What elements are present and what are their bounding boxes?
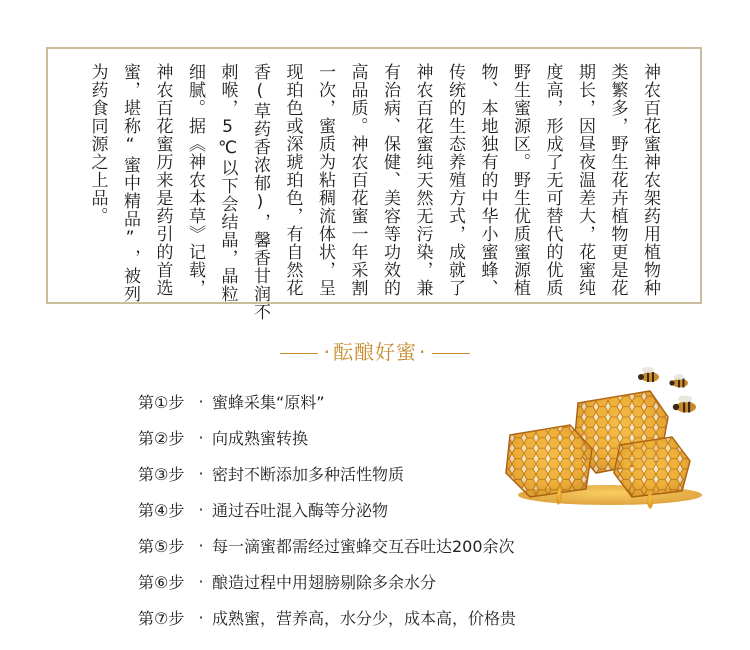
intro-column: 神农百花蜜历来是药引的首选 bbox=[152, 63, 173, 297]
intro-column: 传统的生态养殖方式，成就了 bbox=[445, 63, 465, 297]
title-rule-left bbox=[280, 353, 318, 354]
step-label: 第②步 bbox=[138, 428, 185, 448]
title-dot-right: · bbox=[419, 340, 427, 364]
step-text: 酿造过程中用翅膀剔除多余水分 bbox=[212, 572, 437, 592]
intro-column: 神农百花蜜神农架药用植物种 bbox=[640, 63, 660, 297]
step-text: 向成熟蜜转换 bbox=[212, 428, 309, 448]
step-text: 密封不断添加多种活性物质 bbox=[212, 464, 405, 484]
intro-frame bbox=[46, 47, 702, 321]
bee-icon bbox=[638, 367, 659, 382]
intro-column: 有治病、保健、美容等功效的 bbox=[380, 63, 400, 297]
intro-column: 细腻。据《神农本草》记载， bbox=[185, 63, 205, 297]
step-text: 每一滴蜜都需经过蜜蜂交互吞吐达200余次 bbox=[212, 536, 515, 556]
intro-column: 物、本地独有的中华小蜜蜂、 bbox=[477, 63, 498, 297]
step-item bbox=[138, 599, 516, 635]
step-text: 成熟蜜，营养高，水分少，成本高，价格贵 bbox=[212, 608, 517, 628]
intro-column: 刺喉，5℃以下会结晶，晶粒 bbox=[217, 63, 238, 303]
step-label: 第③步 bbox=[138, 464, 185, 484]
step-separator: · bbox=[198, 607, 204, 627]
title-dot-left: · bbox=[323, 340, 331, 364]
intro-column: 类繁多，野生花卉植物更是花 bbox=[607, 63, 628, 297]
step-separator: · bbox=[198, 463, 204, 483]
bee-icon bbox=[669, 374, 688, 388]
step-label: 第⑤步 bbox=[138, 536, 185, 556]
step-separator: · bbox=[198, 499, 204, 519]
step-text: 通过吞吐混入酶等分泌物 bbox=[212, 500, 389, 520]
step-separator: · bbox=[198, 427, 204, 447]
step-separator: · bbox=[198, 571, 204, 591]
intro-column: 神农百花蜜纯天然无污染，兼 bbox=[412, 63, 433, 297]
section-title-text: 酝酿好蜜 bbox=[333, 340, 417, 364]
intro-column: 现珀色或深琥珀色，有自然花 bbox=[282, 63, 303, 297]
intro-text bbox=[81, 63, 666, 321]
section-title bbox=[0, 336, 750, 365]
bee-icon bbox=[673, 396, 696, 413]
title-rule-right bbox=[432, 353, 470, 354]
step-item bbox=[138, 383, 516, 419]
intro-column: 野生蜜源区。野生优质蜜源植 bbox=[510, 63, 530, 297]
step-label: 第⑥步 bbox=[138, 572, 185, 592]
intro-column: 蜜，堪称“蜜中精品”，被列 bbox=[120, 63, 140, 303]
intro-column: 香(草药香浓郁)，馨香甘润不 bbox=[250, 63, 270, 321]
intro-column: 度高，形成了无可替代的优质 bbox=[542, 63, 563, 297]
step-item bbox=[138, 419, 516, 455]
step-separator: · bbox=[198, 391, 204, 411]
honeycomb-with-bees-icon bbox=[500, 365, 710, 515]
step-item bbox=[138, 563, 516, 599]
step-label: 第⑦步 bbox=[138, 608, 185, 628]
intro-column: 高品质。神农百花蜜一年采割 bbox=[347, 63, 368, 297]
step-item bbox=[138, 455, 516, 491]
step-item bbox=[138, 491, 516, 527]
step-item bbox=[138, 527, 516, 563]
intro-column: 为药食同源之上品。 bbox=[87, 63, 108, 225]
step-separator: · bbox=[198, 535, 204, 555]
intro-column: 一次，蜜质为粘稠流体状，呈 bbox=[315, 63, 335, 297]
intro-column: 期长，因昼夜温差大，花蜜纯 bbox=[575, 63, 595, 297]
step-text: 蜜蜂采集“原料” bbox=[212, 392, 325, 412]
step-label: 第④步 bbox=[138, 500, 185, 520]
steps-list bbox=[138, 383, 516, 635]
step-label: 第①步 bbox=[138, 392, 185, 412]
